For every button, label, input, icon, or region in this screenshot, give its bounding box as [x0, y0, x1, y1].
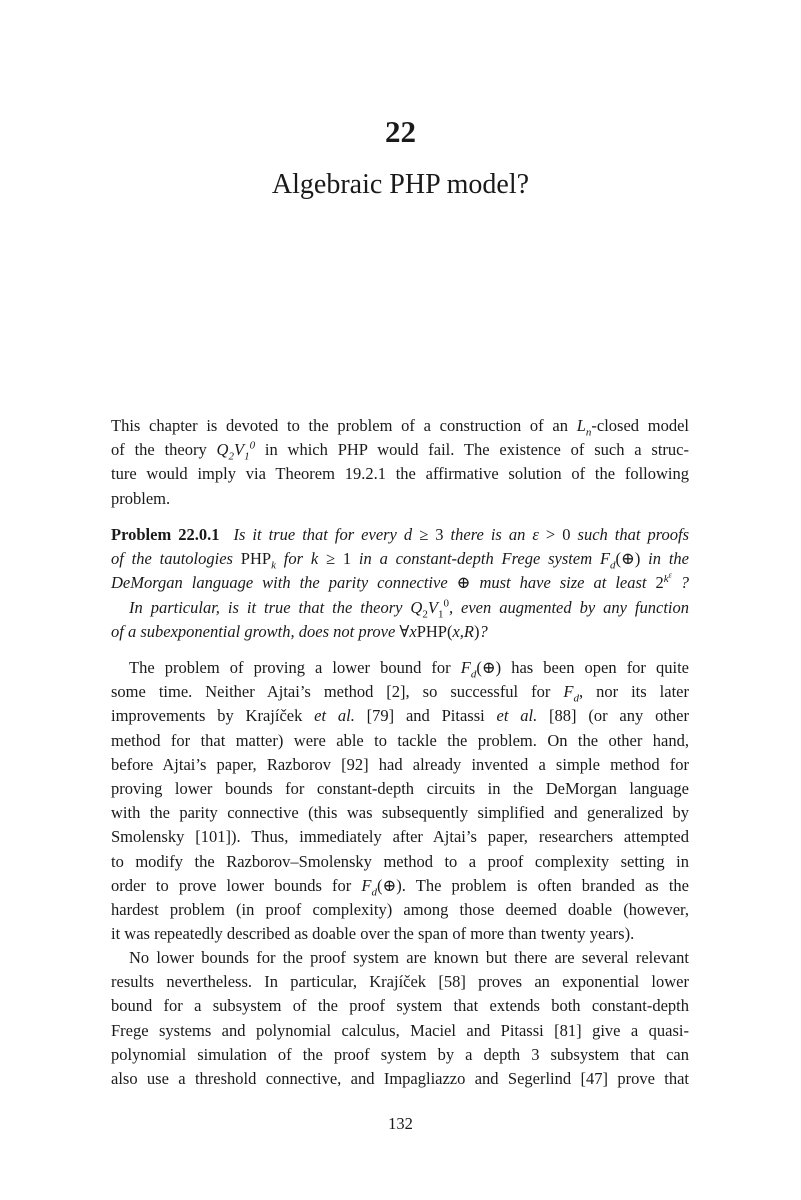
problem-text: DeMorgan language with the parity connective [111, 573, 457, 593]
math-Fd-oplus: $F_d(\oplus)$ [599, 549, 641, 572]
problem-text: Is it true that for every [233, 525, 404, 544]
math-Fd-oplus: $F_d(\oplus)$ [460, 658, 502, 681]
body-text: to modify the Razborov–Smolensky method to a proof complexity setting in [111, 851, 689, 871]
body-text: it was repeatedly described as doable over the span of more than twenty years). [111, 924, 635, 944]
intro-text: problem. [111, 488, 171, 508]
page-number: 132 [388, 1114, 413, 1133]
problem-text: in a constant-depth Frege system [351, 549, 600, 569]
problem-text: ? [479, 621, 488, 641]
math-Q2V10: $Q_2V_1^0$ [216, 439, 256, 463]
problem-text: ? [671, 573, 690, 593]
problem-text: for [275, 549, 311, 569]
math-Ln: $L_n$ [576, 416, 592, 439]
intro-text: of the theory [111, 440, 217, 460]
math-Fd: $F_d$ [563, 682, 579, 705]
et-al: et al. [496, 706, 538, 726]
body-text: proving lower bounds for constant-depth circuits in the DeMorgan language [111, 778, 689, 798]
body-text: also use a threshold connective, and Impagliazzo and Segerlind [47] prove that [111, 1068, 689, 1088]
body-text: order to prove lower bounds for [111, 875, 362, 895]
math-eps: ε > 0 [532, 525, 571, 544]
chapter-number: 22 [385, 114, 416, 149]
body-paragraph-2 [111, 946, 689, 1091]
intro-text: -closed model [591, 416, 689, 435]
math-k-ge-1: k ≥ 1 [310, 549, 352, 569]
et-al: et al. [314, 706, 355, 726]
math-2-k-eps: $2^{k^\varepsilon}$ [655, 570, 672, 593]
body-text: , nor its later [578, 682, 689, 702]
body-text: bound for a subsystem of the proof system that extends both constant-depth [111, 996, 689, 1016]
math-d-ge-3: d ≥ 3 [403, 525, 444, 544]
body-text: improvements by Krajíček [111, 706, 315, 726]
body-text: The problem of proving a lower bound for [129, 658, 461, 677]
intro-text: ture would imply via Theorem 19.2.1 the affirmative solution of the following [111, 464, 689, 484]
body-text: [79] and Pitassi [354, 706, 497, 726]
body-text: Smolensky [101]). Thus, immediately after Ajtai’s paper, researchers attempted [111, 827, 689, 847]
body-text: has been open for quite [501, 658, 689, 677]
body-paragraph-1 [111, 656, 689, 946]
math-forall-PHP: ∀xPHP(x,R) [399, 621, 480, 641]
intro-text: in which PHP would fail. The existence of such a struc- [255, 440, 689, 460]
body-text: method for that matter) were able to tackle the problem. On the other hand, [111, 730, 689, 750]
problem-text: in the [640, 549, 689, 569]
problem-text: there is an [443, 525, 533, 544]
body-text: Frege systems and polynomial calculus, Maciel and Pitassi [81] give a quasi- [111, 1020, 689, 1040]
body-text: polynomial simulation of the proof system by a depth 3 subsystem that can [111, 1044, 689, 1064]
body-text: before Ajtai’s paper, Razborov [92] had already invented a simple method for [111, 754, 689, 774]
body-text: some time. Neither Ajtai’s method [2], so successful for [111, 682, 564, 702]
body-text: with the parity connective (this was subsequently simplified and generalized by [111, 803, 689, 823]
problem-label: Problem 22.0.1 [111, 525, 220, 544]
math-Q2V10: $Q_2V_1^0$ [410, 597, 449, 620]
body-text: hardest problem (in proof complexity) among those deemed doable (however, [111, 899, 689, 919]
body-text: No lower bounds for the proof system are known but there are several relevant [129, 948, 689, 967]
problem-text: In particular, is it true that the theory [129, 597, 411, 617]
math-PHPk: $PHP_k$ [240, 549, 276, 572]
body-text: results nevertheless. In particular, Krajíček [58] proves an exponential lower [111, 972, 689, 992]
problem-text: of the tautologies [111, 549, 241, 569]
problem-text: must have size at least [470, 573, 656, 593]
chapter-title: Algebraic PHP model? [271, 169, 530, 200]
problem-statement [111, 523, 689, 644]
body-text: . The problem is often branded as the [401, 875, 689, 895]
problem-text: such that proofs [570, 525, 690, 544]
math-oplus: ⊕ [456, 573, 471, 593]
problem-text: , even augmented by any function [448, 597, 689, 617]
problem-text: of a subexponential growth, does not prove [111, 621, 400, 641]
body-text: [88] (or any other [537, 706, 689, 726]
math-Fd-oplus: $F_d(\oplus)$ [361, 875, 402, 898]
intro-paragraph [111, 414, 689, 511]
intro-text: This chapter is devoted to the problem of a construction of an [111, 416, 577, 435]
